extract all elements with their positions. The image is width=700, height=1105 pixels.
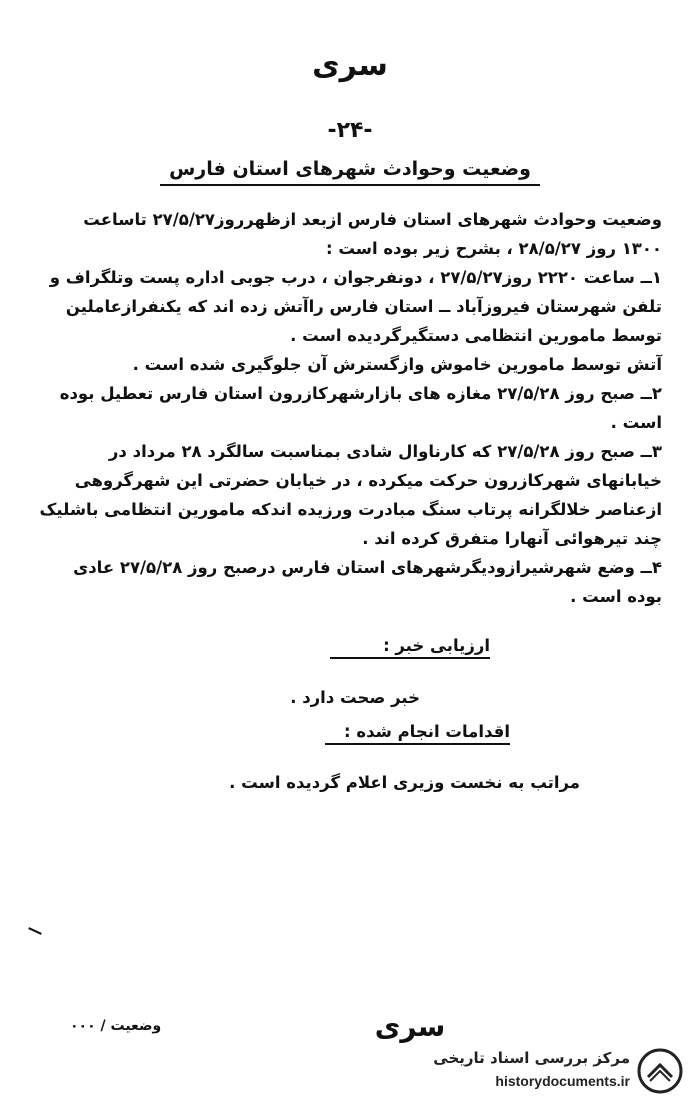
intro-paragraph: وضعیت وحوادث شهرهای استان فارس ازبعد ازظهرروز۲۷/۵/۲۷ تاساعت ۱۳۰۰ روز ۲۸/۵/۲۷ ، بشرح زیر بوده است : <box>83 210 662 258</box>
watermark <box>420 1045 690 1100</box>
status-label: وضعیت / ۰۰۰ <box>70 1018 162 1034</box>
margin-mark <box>28 927 42 935</box>
document-number: -۲۴- <box>327 118 373 143</box>
actions-heading: اقدامات انجام شده : <box>325 722 510 745</box>
book-logo-icon <box>636 1047 684 1095</box>
item-4: ۴ــ وضع شهرشیرازودیگرشهرهای استان فارس درصبح روز ۲۷/۵/۲۸ عادی بوده است . <box>73 558 662 606</box>
classification-top: سری <box>312 48 388 83</box>
assessment-heading: ارزیابی خبر : <box>330 636 490 659</box>
actions-value: مراتب به نخست وزیری اعلام گردیده است . <box>229 773 580 792</box>
assessment-value: خبر صحت دارد . <box>290 688 420 707</box>
watermark-text-fa: مرکز بررسی اسناد تاریخی <box>433 1049 630 1067</box>
item-3: ۳ــ صبح روز ۲۷/۵/۲۸ که کارناوال شادی بمناسبت سالگرد ۲۸ مرداد در خیابانهای شهرکازرون حرکت میکرده ، در خیابان حضرتی این شهرگروهی ازعناصر خلالگرانه پرتاب سنگ مبادرت ورزیده اندکه مامورین انتظامی باشلیک چند تیرهوائی آنهارا متفرق کرده اند . <box>39 442 662 548</box>
document-body <box>38 205 662 611</box>
watermark-text-en: historydocuments.ir <box>495 1073 630 1089</box>
page-title: وضعیت وحوادث شهرهای استان فارس <box>160 158 540 186</box>
item-1-note: آتش توسط مامورین خاموش وازگسترش آن جلوگیری شده است . <box>132 355 662 374</box>
item-1: ۱ــ ساعت ۲۲۲۰ روز۲۷/۵/۲۷ ، دونفرجوان ، درب جوبی اداره پست وتلگراف و تلفن شهرستان فیروزآباد ــ استان فارس راآتش زده اند که یکنفرازعاملین توسط مامورین انتظامی دستگیرگردیده است . <box>49 268 662 345</box>
classification-bottom: سری <box>374 1010 446 1043</box>
item-2: ۲ــ صبح روز ۲۷/۵/۲۸ مغازه های بازارشهرکازرون استان فارس تعطیل بوده است . <box>59 384 662 432</box>
